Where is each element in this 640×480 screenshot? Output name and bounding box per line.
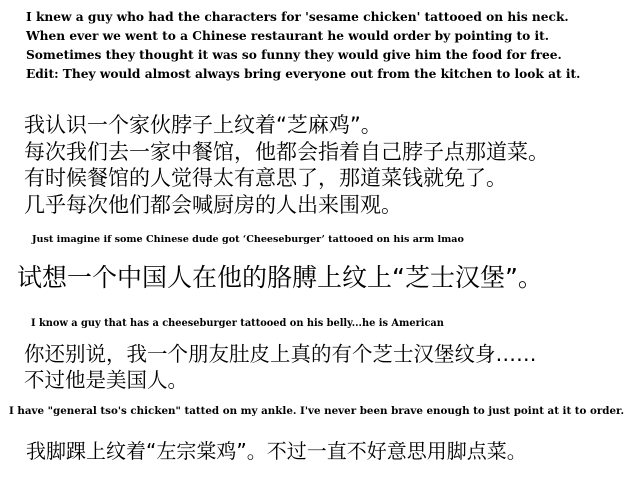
reply-3-english-text: I have "general tso's chicken" tatted on my ankle. I've never been brave enough to just point at it to order.: [9, 405, 625, 417]
story-chinese-line: 几乎每次他们都会喊厨房的人出来围观。: [24, 192, 402, 217]
story-english-line: When ever we went to a Chinese restaurant he would order by pointing to it.: [26, 29, 550, 43]
story-english-line: Edit: They would almost always bring everyone out from the kitchen to look at it.: [26, 67, 581, 81]
reply-2-english-text: I know a guy that has a cheeseburger tattooed on his belly...he is American: [31, 318, 444, 329]
reply-2-chinese-line: 不过他是美国人。: [24, 368, 188, 392]
story-chinese-line: 我认识一个家伙脖子上纹着“芝麻鸡”。: [24, 113, 382, 137]
story-chinese-translation: [24, 112, 549, 218]
reply-1-chinese-translation: 试想一个中国人在他的胳膊上纹上“芝士汉堡”。: [17, 263, 543, 292]
story-chinese-line: 有时候餐馆的人觉得太有意思了，那道菜钱就免了。: [24, 166, 507, 190]
reply-2-chinese-line: 你还别说，我一个朋友肚皮上真的有个芝士汉堡纹身……: [24, 342, 537, 366]
reply-1-english-text: Just imagine if some Chinese dude got ‘Cheeseburger’ tattooed on his arm lmao: [32, 234, 464, 245]
story-chinese-line: 每次我们去一家中餐馆，他都会指着自己脖子点那道菜。: [24, 139, 549, 164]
reply-2-chinese-translation: [24, 341, 537, 393]
story-english-text: [26, 8, 580, 84]
story-english-line: Sometimes they thought it was so funny they would give him the food for free.: [26, 48, 562, 62]
reply-3-chinese-translation: 我脚踝上纹着“左宗棠鸡”。不过一直不好意思用脚点菜。: [26, 439, 527, 463]
story-english-line: I knew a guy who had the characters for 'sesame chicken' tattooed on his neck.: [26, 10, 569, 24]
